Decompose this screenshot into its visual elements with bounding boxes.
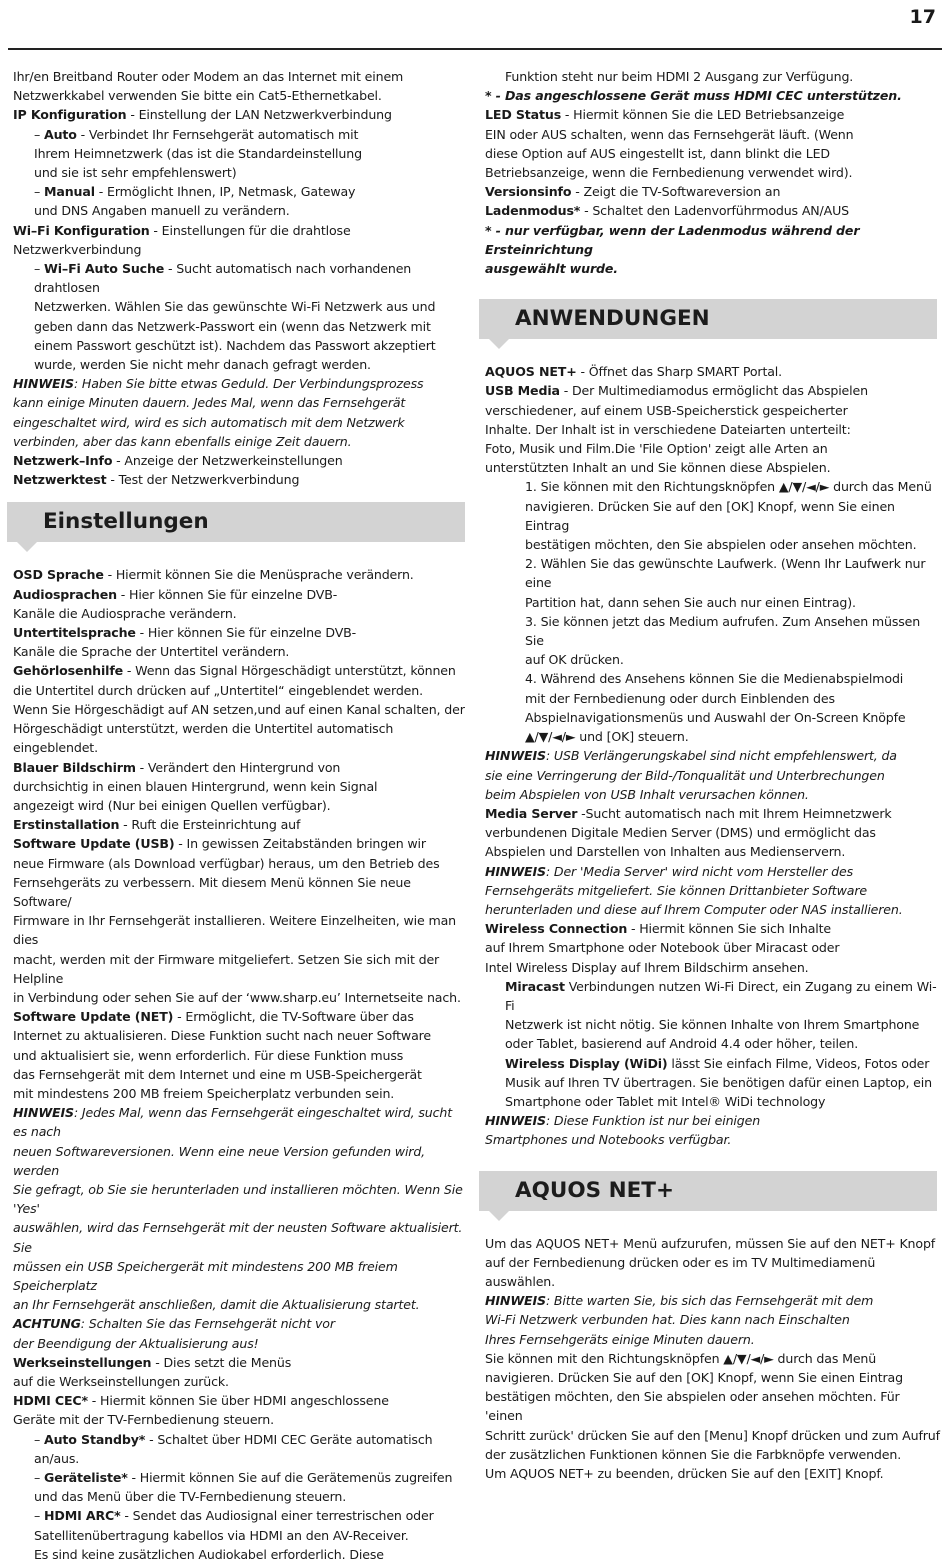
text-run: : Jedes Mal, wenn das Fernsehgerät eingeschaltet wird, sucht es nach neuen Softwareversionen. Wenn eine neue Version gefunden wird, werden Sie gefragt, ob Sie sie herunterladen und installieren möchten. Wenn Sie 'Yes' auswählen, wird das Fernsehgerät mit der neusten Software aktualisiert. Sie müssen ein USB Speichergerät mit mindestens 200 MB freiem Speicherplatz an Ihr Fernsehgerät anschließen, damit die Aktualisierung startet.: [13, 1105, 463, 1313]
paragraph: [13, 1430, 468, 1468]
paragraph: [485, 746, 940, 804]
term-label: HINWEIS: [485, 748, 546, 764]
paragraph: [485, 1234, 940, 1292]
paragraph: [13, 374, 468, 451]
paragraph: [13, 221, 468, 259]
text-run: - Hiermit können Sie die Menüsprache verändern.: [103, 567, 414, 583]
term-label: Auto Standby*: [44, 1431, 146, 1447]
term-label: HINWEIS: [13, 376, 74, 392]
paragraph: [13, 182, 468, 220]
text-run: Um das AQUOS NET+ Menü aufzurufen, müssen Sie auf den NET+ Knopf auf der Fernbedienung drücken oder es im TV Multimediamenü auswählen.: [485, 1235, 936, 1289]
term-label: Miracast: [505, 978, 565, 994]
text-run: - Verbindet Ihr Fernsehgerät automatisch mit Ihrem Heimnetzwerk (das ist die Standardeinstellung und sie ist sehr empfehlenswert): [34, 126, 362, 181]
text-run: : USB Verlängerungskabel sind nicht empfehlenswert, da sie eine Verringerung der Bild-/Tonqualität und Unterbrechungen beim Abspielen von USB Inhalt verursachen können.: [485, 748, 897, 802]
text-run: : Schalten Sie das Fernsehgerät nicht vor der Beendigung der Aktualisierung aus!: [13, 1316, 335, 1351]
paragraph: [13, 815, 468, 834]
paragraph: [13, 1391, 468, 1429]
paragraph: [13, 470, 468, 489]
paragraph: [485, 862, 940, 920]
paragraph: [13, 451, 468, 470]
paragraph: [13, 125, 468, 183]
text-run: - Hiermit können Sie sich Inhalte auf Ihrem Smartphone oder Notebook über Miracast oder Intel Wireless Display auf Ihrem Bildschirm ansehen.: [485, 921, 840, 975]
paragraph: [13, 661, 468, 757]
section-heading-aquos-net: [479, 1171, 937, 1211]
text-run: - Sendet das Audiosignal einer terrestrischen oder Satellitenübertragung kabellos via HDMI an den AV-Receiver. Es sind keine zusätzlichen Audiokabel erforderlich. Diese: [34, 1508, 434, 1562]
text-run: - Verändert den Hintergrund von durchsichtig in einen blauen Hintergrund, wenn kein Signal angezeigt wird (Nur bei einigen Quellen verfügbar).: [13, 759, 378, 813]
term-label: Blauer Bildschirm: [13, 759, 136, 775]
term-label: Erstinstallation: [13, 817, 120, 833]
term-label: ACHTUNG: [13, 1316, 81, 1332]
section-title: ANWENDUNGEN: [515, 306, 710, 332]
text-run: Verbindungen nutzen Wi-Fi Direct, ein Zugang zu einem Wi-Fi Netzwerk ist nicht nötig. Sie können Inhalte von Ihrem Smartphone oder Tablet, basierend auf Android 4.4 oder höher, teilen.: [505, 978, 937, 1052]
term-label: Audiosprachen: [13, 586, 117, 602]
text-run: - Schaltet den Ladenvorführmodus AN/AUS: [580, 203, 850, 219]
text-run: Ihr/en Breitband Router oder Modem an das Internet mit einem Netzwerkkabel verwenden Sie bitte ein Cat5-Ethernetkabel.: [13, 69, 404, 104]
text-run: –: [34, 126, 45, 142]
text-run: - Einstellung der LAN Netzwerkverbindung: [126, 107, 392, 123]
term-label: Software Update (NET): [13, 1009, 174, 1025]
text-run: - Hier können Sie für einzelne DVB- Kanäle die Audiosprache verändern.: [13, 586, 338, 621]
term-label: HINWEIS: [485, 1293, 546, 1309]
text-run: 3. Sie können jetzt das Medium aufrufen. Zum Ansehen müssen Sie auf OK drücken.: [525, 613, 921, 668]
term-label: HINWEIS: [13, 1105, 74, 1121]
paragraph: [13, 259, 468, 374]
text-run: - Der Multimediamodus ermöglicht das Abspielen verschiedener, auf einem USB-Speicherstick gespeicherter Inhalte. Der Inhalt ist in verschiedene Dateiarten unterteilt: Foto, Musik und Film.Die 'File Option' zeigt alle Arten an unterstützten Inhalt an und Sie können diese Abspielen.: [485, 383, 868, 476]
paragraph: [485, 201, 940, 220]
text-run: - Hiermit können Sie die LED Betriebsanzeige EIN oder AUS schalten, wenn das Fernsehgerät läuft. (Wenn diese Option auf AUS eingestellt ist, dann blinkt die LED Betriebsanzeige, wenn die Fernbedienung verwendet wird).: [485, 107, 854, 181]
paragraph: [13, 565, 468, 584]
text-run: - Ermöglicht, die TV-Software über das Internet zu aktualisieren. Diese Funktion sucht nach neuer Software und aktualisiert sie, wenn erforderlich. Für diese Funktion muss das Fernsehgerät mit dem Internet und eine m USB-Speichergerät mit mindestens 200 MB freiem Speicherplatz verbunden sein.: [13, 1009, 431, 1101]
text-run: –: [34, 1431, 45, 1447]
paragraph: [485, 182, 940, 201]
term-label: Gehörlosenhilfe: [13, 663, 124, 679]
term-label: Netzwerk–Info: [13, 453, 113, 469]
text-run: - Ruft die Ersteinrichtung auf: [119, 817, 301, 833]
paragraph: [13, 758, 468, 816]
header-rule: [8, 48, 942, 50]
term-label: HINWEIS: [485, 863, 546, 879]
text-run: –: [34, 261, 45, 277]
paragraph: [13, 1007, 468, 1103]
text-run: –: [34, 184, 45, 200]
term-label: Software Update (USB): [13, 836, 175, 852]
term-label: Media Server: [485, 805, 578, 821]
paragraph: [13, 1314, 468, 1352]
text-run: - Öffnet das Sharp SMART Portal.: [576, 364, 783, 380]
term-label: Werkseinstellungen: [13, 1354, 152, 1370]
section-title: AQUOS NET+: [515, 1177, 674, 1203]
text-run: –: [34, 1470, 45, 1486]
paragraph: [485, 67, 940, 86]
text-run: 4. Während des Ansehens können Sie die Medienabspielmodi mit der Fernbedienung oder durch Einblenden des Abspielnavigationsmenüs und Auswahl der On-Screen Knöpfe ▲/▼/◄/► und [OK] steuern.: [525, 671, 906, 745]
text-run: - In gewissen Zeitabständen bringen wir neue Firmware (als Download verfügbar) heraus, um den Betrieb des Fernsehgeräts zu verbessern. Mit diesem Menü können Sie neue Software/ Firmware in Ihr Fernsehgerät installieren. Weitere Einzelheiten, wie man dies macht, werden mit der Firmware mitgeliefert. Setzen Sie sich mit der Helpline in Verbindung oder sehen Sie auf der ‘www.sharp.eu’ Internetseite nach.: [13, 836, 461, 1005]
paragraph: [485, 612, 940, 670]
term-label: * - nur verfügbar, wenn der Ladenmodus während der Ersteinrichtung ausgewählt wurde.: [485, 222, 860, 277]
term-label: Versionsinfo: [485, 184, 572, 200]
text-run: : Diese Funktion ist nur bei einigen Smartphones und Notebooks verfügbar.: [485, 1113, 761, 1148]
text-run: - Hiermit können Sie über HDMI angeschlossene Geräte mit der TV-Fernbedienung steuern.: [13, 1393, 389, 1428]
text-run: : Haben Sie bitte etwas Geduld. Der Verbindungsprozess kann einige Minuten dauern. Jedes Mal, wenn das Fernsehgerät eingeschaltet wird, wird es sich automatisch mit dem Netzwerk verbinden, aber das kann ebenfalls einige Zeit dauern.: [13, 376, 424, 449]
term-label: Manual: [44, 184, 95, 200]
term-label: Wireless Connection: [485, 921, 628, 937]
term-label: HDMI CEC*: [13, 1393, 88, 1409]
paragraph: [485, 1349, 940, 1483]
paragraph: [13, 67, 468, 105]
paragraph: [485, 1054, 940, 1112]
term-label: IP Konfiguration: [13, 107, 127, 123]
section-heading-anwendungen: [479, 299, 937, 339]
text-run: lässt Sie einfach Filme, Videos, Fotos oder Musik auf Ihren TV übertragen. Sie benötigen dafür einen Laptop, ein Smartphone oder Tablet mit Intel® WiDi technology: [505, 1055, 932, 1109]
text-run: - Ermöglicht Ihnen, IP, Netmask, Gateway und DNS Angaben manuell zu verändern.: [34, 184, 356, 219]
left-column: [13, 67, 468, 1564]
term-label: Auto: [44, 126, 77, 142]
paragraph: [13, 585, 468, 623]
paragraph: [485, 554, 940, 612]
text-run: Funktion steht nur beim HDMI 2 Ausgang zur Verfügung.: [505, 69, 854, 84]
text-run: 2. Wählen Sie das gewünschte Laufwerk. (Wenn Ihr Laufwerk nur eine Partition hat, dann sehen Sie auch nur einen Eintrag).: [525, 556, 926, 610]
paragraph: [13, 1353, 468, 1391]
term-label: HDMI ARC*: [44, 1508, 121, 1524]
section-heading-einstellungen: [7, 502, 465, 542]
paragraph: [13, 105, 468, 124]
paragraph: [13, 1468, 468, 1506]
text-run: -Sucht automatisch nach mit Ihrem Heimnetzwerk verbundenen Digitale Medien Server (DMS) und ermöglicht das Abspielen und Darstellen von Inhalten aus Medienservern.: [485, 805, 892, 860]
page-number: 17: [909, 6, 936, 28]
text-run: - Zeigt die TV-Softwareversion an: [571, 184, 781, 200]
paragraph: [485, 221, 940, 279]
term-label: Wi–Fi Konfiguration: [13, 222, 150, 238]
term-label: HINWEIS: [485, 1113, 546, 1129]
term-label: Wireless Display (WiDi): [505, 1055, 668, 1071]
term-label: Untertitelsprache: [13, 625, 136, 641]
text-run: - Einstellungen für die drahtlose Netzwerkverbindung: [13, 222, 351, 257]
term-label: * - Das angeschlossene Gerät muss HDMI CEC unterstützen.: [485, 88, 902, 104]
term-label: Netzwerktest: [13, 472, 107, 488]
paragraph: [485, 362, 940, 381]
text-run: –: [34, 1508, 45, 1524]
paragraph: [485, 977, 940, 1054]
paragraph: [13, 1506, 468, 1564]
paragraph: [485, 381, 940, 477]
paragraph: [485, 669, 940, 746]
text-run: - Sucht automatisch nach vorhandenen drahtlosen Netzwerken. Wählen Sie das gewünschte Wi-Fi Netzwerk aus und geben dann das Netzwerk-Passwort ein (wenn das Netzwerk mit einem Passwort geschützt ist). Nachdem das Passwort akzeptiert wurde, werden Sie nicht mehr danach gefragt werden.: [34, 261, 436, 373]
text-run: - Schaltet über HDMI CEC Geräte automatisch an/aus.: [34, 1431, 433, 1466]
paragraph: [485, 1111, 940, 1149]
text-run: 1. Sie können mit den Richtungsknöpfen ▲/▼/◄/► durch das Menü navigieren. Drücken Sie auf den [OK] Knopf, wenn Sie einen Eintrag bestätigen möchten, den Sie abspielen oder ansehen möchten.: [525, 479, 932, 553]
text-run: - Anzeige der Netzwerkeinstellungen: [112, 453, 343, 469]
text-run: - Hier können Sie für einzelne DVB- Kanäle die Sprache der Untertitel verändern.: [13, 625, 357, 660]
term-label: Wi–Fi Auto Suche: [44, 261, 165, 277]
paragraph: [485, 1291, 940, 1349]
right-column: [485, 67, 940, 1483]
text-run: - Dies setzt die Menüs auf die Werkseinstellungen zurück.: [13, 1354, 292, 1389]
text-run: : Der 'Media Server' wird nicht vom Hersteller des Fernsehgeräts mitgeliefert. Sie können Drittanbieter Software herunterladen und diese auf Ihrem Computer oder NAS installieren.: [485, 863, 903, 917]
term-label: USB Media: [485, 383, 560, 399]
term-label: Ladenmodus*: [485, 203, 581, 219]
section-title: Einstellungen: [43, 509, 209, 535]
text-run: - Test der Netzwerkverbindung: [106, 472, 300, 488]
text-run: - Hiermit können Sie auf die Gerätemenüs zugreifen und das Menü über die TV-Fernbedienung steuern.: [34, 1470, 453, 1505]
paragraph: [485, 804, 940, 862]
paragraph: [13, 1103, 468, 1314]
paragraph: [485, 919, 940, 977]
text-run: - Wenn das Signal Hörgeschädigt unterstützt, können die Untertitel durch drücken auf „Untertitel“ eingeblendet werden. Wenn Sie Hörgeschädigt auf AN setzen,und auf einen Kanal schalten, der Hörgeschädigt unterstützt, werden die Untertitel automatisch eingeblendet.: [13, 663, 465, 756]
term-label: Geräteliste*: [44, 1470, 128, 1486]
text-run: : Bitte warten Sie, bis sich das Fernsehgerät mit dem Wi-Fi Netzwerk verbunden hat. Dies kann nach Einschalten Ihres Fernsehgeräts einige Minuten dauern.: [485, 1293, 874, 1347]
term-label: AQUOS NET+: [485, 364, 577, 380]
term-label: LED Status: [485, 107, 562, 123]
paragraph: [13, 623, 468, 661]
paragraph: [485, 86, 940, 105]
paragraph: [13, 834, 468, 1007]
term-label: OSD Sprache: [13, 567, 104, 583]
paragraph: [485, 105, 940, 182]
text-run: Sie können mit den Richtungsknöpfen ▲/▼/◄/► durch das Menü navigieren. Drücken Sie auf den [OK] Knopf, wenn Sie einen Eintrag bestätigen möchten, den Sie abspielen oder ansehen möchten. Für 'einen Schritt zurück' drücken Sie auf den [Menu] Knopf drücken und zum Aufruf der zusätzlichen Funktionen können Sie die Farbknöpfe verwenden. Um AQUOS NET+ zu beenden, drücken Sie auf den [EXIT] Knopf.: [485, 1350, 940, 1481]
paragraph: [485, 477, 940, 554]
